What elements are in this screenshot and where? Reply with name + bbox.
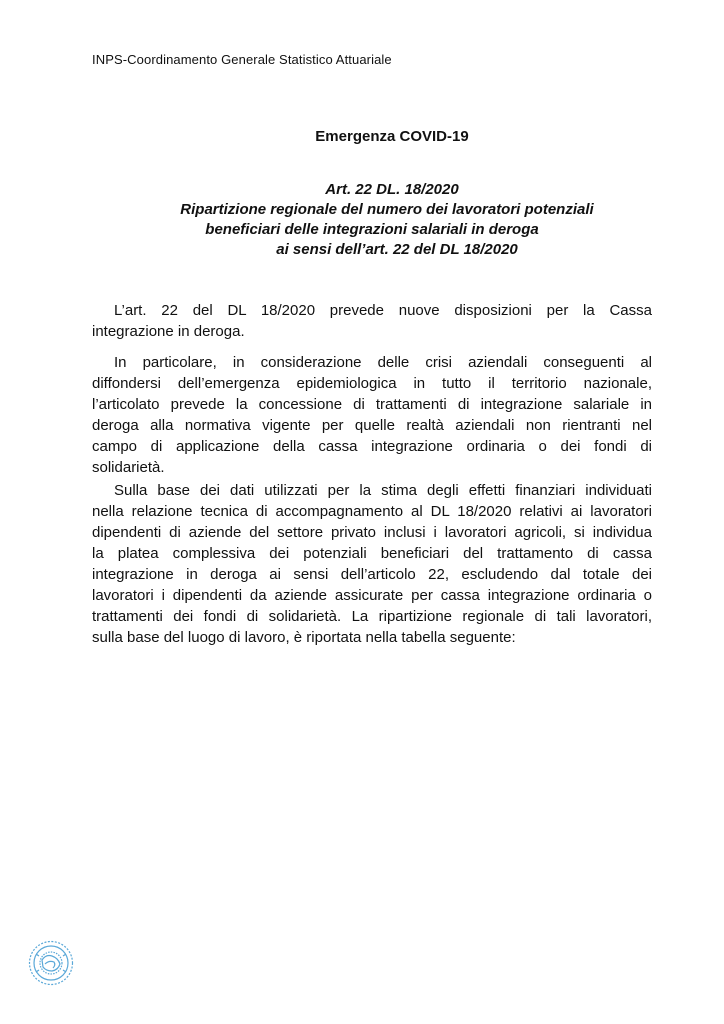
paragraph-line: sulla base del luogo di lavoro, è riportata nella tabella seguente: (92, 629, 516, 646)
paragraph-line: dipendenti di aziende del settore privato inclusi i lavoratori agricoli, si individua (92, 524, 652, 541)
paragraph-line: Sulla base dei dati utilizzati per la stima degli effetti finanziari individuati (114, 482, 652, 499)
paragraph-line: solidarietà. (92, 459, 165, 476)
paragraph-line: L’art. 22 del DL 18/2020 prevede nuove disposizioni per la Cassa (114, 302, 652, 319)
paragraph-line: l’articolato prevede la concessione di trattamenti di integrazione salariale in (92, 396, 652, 413)
section-title: Emergenza COVID-19 (315, 128, 469, 145)
paragraph-line: trattamenti dei fondi di solidarietà. La ripartizione regionale di tali lavoratori, (92, 608, 652, 625)
paragraph-line: nella relazione tecnica di accompagnamento al DL 18/2020 relativi ai lavoratori (92, 503, 652, 520)
inps-stamp-icon (28, 940, 74, 986)
paragraph-line: In particolare, in considerazione delle crisi aziendali conseguenti al (114, 354, 652, 371)
paragraph-data-basis (92, 480, 652, 648)
article-title-line: Art. 22 DL. 18/2020 (325, 181, 459, 198)
article-title-line: Ripartizione regionale del numero dei lavoratori potenziali (180, 201, 594, 218)
paragraph-line: integrazione in deroga ai sensi dell’articolo 22, escludendo dal totale dei (92, 566, 652, 583)
paragraph-line: integrazione in deroga. (92, 323, 245, 340)
paragraph-line: lavoratori i dipendenti da aziende assicurate per cassa integrazione ordinaria o (92, 587, 652, 604)
article-title (0, 180, 724, 260)
paragraph-line: diffondersi dell’emergenza epidemiologica in tutto il territorio nazionale, (92, 375, 652, 392)
paragraph-intro (92, 300, 652, 342)
article-title-line: ai sensi dell’art. 22 del DL 18/2020 (276, 241, 518, 258)
org-header: INPS-Coordinamento Generale Statistico Attuariale (92, 52, 392, 67)
paragraph-line: deroga alla normativa vigente per quelle realtà aziendali non rientranti nel (92, 417, 652, 434)
article-title-line: beneficiari delle integrazioni salariali in deroga (205, 221, 539, 238)
paragraph-context (92, 352, 652, 478)
paragraph-line: la platea complessiva dei potenziali beneficiari del trattamento di cassa (92, 545, 652, 562)
paragraph-line: campo di applicazione della cassa integrazione ordinaria o dei fondi di (92, 438, 652, 455)
